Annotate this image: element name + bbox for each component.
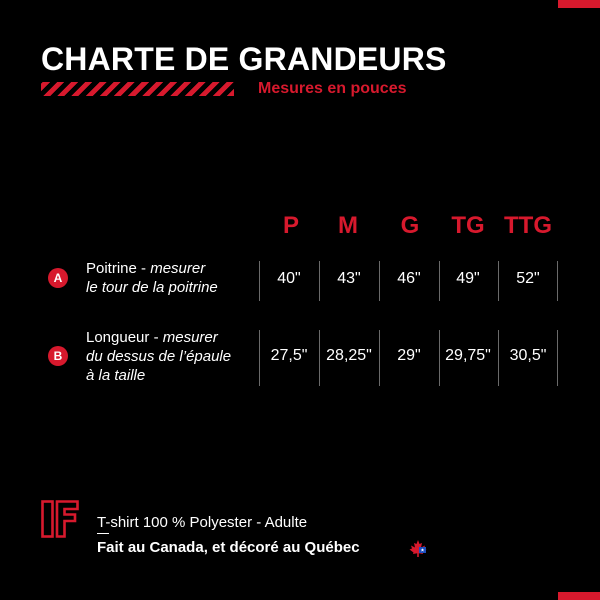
size-header-m: M	[338, 212, 358, 239]
measure-note-line-2: le tour de la poitrine	[86, 279, 218, 296]
value-length-p: 27,5"	[270, 347, 308, 364]
origin-text: Fait au Canada, et décoré au Québec	[97, 539, 360, 556]
size-header-g: G	[400, 212, 420, 239]
value-length-tg: 29,75"	[445, 347, 491, 364]
value-chest-tg: 49"	[456, 270, 480, 287]
size-header-tg: TG	[451, 212, 485, 239]
hazard-stripes-decoration	[41, 82, 234, 96]
units-subtitle: Mesures en pouces	[258, 80, 407, 97]
material-text: T-shirt 100 % Polyester - Adulte	[97, 514, 308, 531]
value-chest-p: 40"	[277, 270, 301, 287]
page-title: CHARTE DE GRANDEURS	[41, 41, 447, 77]
measure-separator: -	[149, 329, 163, 346]
measure-note: mesurer	[150, 260, 206, 277]
value-chest-m: 43"	[337, 270, 361, 287]
if-logo-icon	[41, 500, 79, 538]
value-chest-ttg: 52"	[516, 270, 540, 287]
measure-label-chest	[86, 259, 218, 297]
value-chest-g: 46"	[397, 270, 421, 287]
measure-note-line-2: du dessus de l’épaule	[86, 348, 232, 365]
measure-note-line-3: à la taille	[86, 367, 146, 384]
value-length-m: 28,25"	[326, 347, 372, 364]
corner-accent-top-right	[558, 0, 600, 8]
measure-name: Longueur	[86, 329, 150, 346]
measure-label-length	[86, 328, 231, 385]
footer-underline-decoration	[97, 533, 109, 534]
quebec-canada-flag-icon	[407, 538, 429, 560]
size-header-ttg: TTG	[504, 212, 552, 239]
measure-name: Poitrine	[86, 260, 137, 277]
corner-accent-bottom-right	[558, 592, 600, 600]
value-length-g: 29"	[397, 347, 421, 364]
size-header-p: P	[282, 212, 299, 239]
value-length-ttg: 30,5"	[509, 347, 547, 364]
measure-separator: -	[136, 260, 151, 277]
row-badge-b: B	[48, 346, 68, 366]
measure-note: mesurer	[162, 329, 218, 346]
row-badge-a: A	[48, 268, 68, 288]
